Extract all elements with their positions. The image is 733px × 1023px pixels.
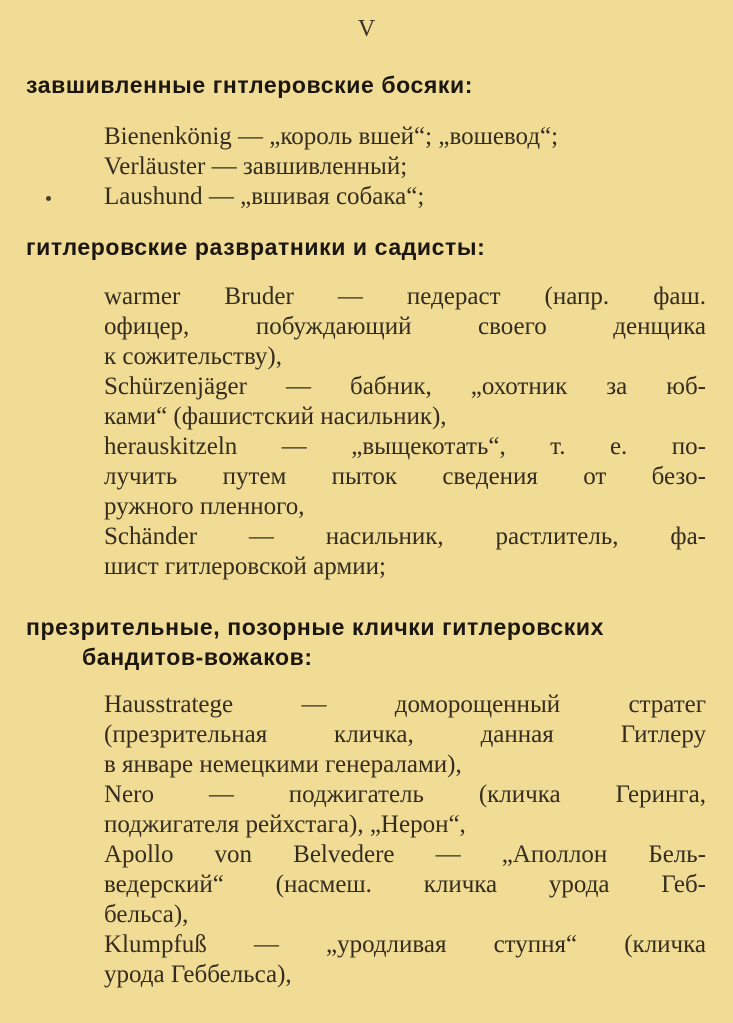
- entry-line: Nero — поджигатель (кличка Геринга,: [104, 781, 706, 808]
- entry-line: Schürzenjäger — бабник, „охотник за юб-: [104, 373, 706, 400]
- entry-line: Apollo von Belvedere — „Аполлон Бель-: [104, 841, 706, 868]
- entry-line: ведерский“ (насмеш. кличка урода Геб-: [104, 871, 706, 898]
- heading-line: завшивленные гнтлеровские босяки:: [26, 72, 474, 98]
- entry-line: шист гитлеровской армии;: [104, 553, 386, 580]
- section-entries: [104, 690, 706, 990]
- section-heading: [26, 612, 716, 672]
- heading-line: презрительные, позорные клички гитлеровских: [26, 614, 604, 640]
- entry-line: Schänder — насильник, растлитель, фа-: [104, 523, 706, 550]
- section-heading: [26, 232, 716, 262]
- entry-line: ками“ (фашистский насильник),: [104, 403, 447, 430]
- entry-line: ружного пленного,: [104, 493, 305, 520]
- entry-line: Laushund — „вшивая собака“;: [104, 183, 425, 210]
- entry-line: к сожительству),: [104, 343, 282, 370]
- section-entries: [104, 122, 706, 212]
- entry-line: warmer Bruder — педераст (напр. фаш.: [104, 283, 706, 310]
- stray-mark: [46, 196, 51, 201]
- entry-line: в январе немецкими генералами),: [104, 751, 462, 778]
- entry-line: herauskitzeln — „выщекотать“, т. е. по-: [104, 433, 706, 460]
- entry-line: бельса),: [104, 901, 189, 928]
- entry-line: офицер, побуждающий своего денщика: [104, 313, 706, 340]
- entry-line: Klumpfuß — „уродливая ступня“ (кличка: [104, 931, 706, 958]
- entry-line: лучить путем пыток сведения от безо-: [104, 463, 706, 490]
- entry-line: Verläuster — завшивленный;: [104, 153, 408, 180]
- section-heading: [26, 70, 716, 100]
- entry-line: урода Геббельса),: [104, 961, 292, 988]
- heading-line: гитлеровские развратники и садисты:: [26, 234, 486, 260]
- section-entries: [104, 282, 706, 582]
- entry-line: Hausstratege — доморощенный стратег: [104, 691, 706, 718]
- heading-line: бандитов-вожаков:: [82, 644, 313, 670]
- entry-line: Bienenkönig — „король вшей“; „вошевод“;: [104, 123, 559, 150]
- page-number: V: [357, 16, 376, 42]
- entry-line: поджигателя рейхстага), „Нерон“,: [104, 811, 466, 838]
- entry-line: (презрительная кличка, данная Гитлеру: [104, 721, 706, 748]
